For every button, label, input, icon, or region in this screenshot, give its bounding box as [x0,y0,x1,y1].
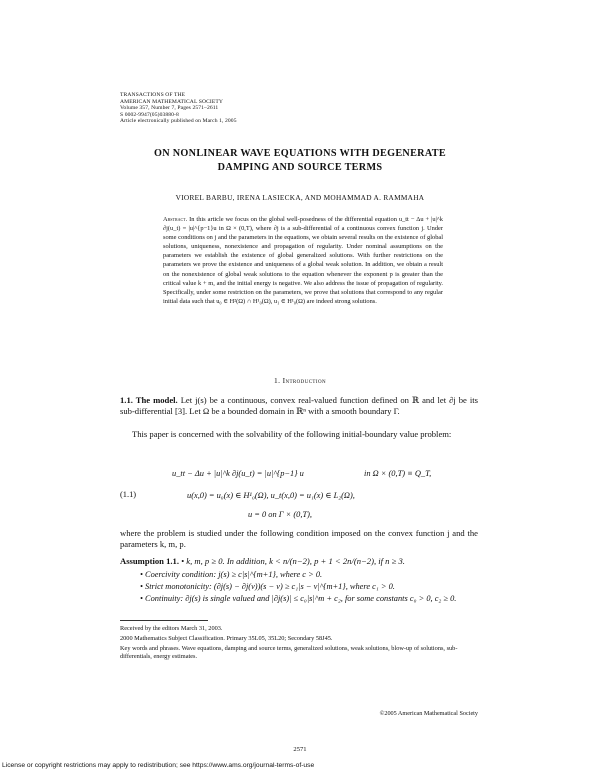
page-number: 2571 [293,746,307,753]
condition-paragraph: where the problem is studied under the following condition imposed on the convex function j and the parameters k, m, p. [120,528,478,549]
assumption-lead [120,556,478,567]
subsection-text: Let j(s) be a continuous, convex real-valued function defined on ℝ and let ∂j be its sub-differential [3]. Let Ω be a bounded domain in ℝⁿ with a smooth boundary Γ. [120,395,478,416]
abstract-label: Abstract. [163,216,188,223]
authors: VIOREL BARBU, IRENA LASIECKA, AND MOHAMMAD A. RAMMAHA [175,193,425,202]
abstract [163,215,443,306]
footnote-rule [120,620,208,621]
subsection-heading: 1.1. The model. [120,395,178,405]
section-heading: 1. Introduction [274,376,326,385]
assumption-text: • k, m, p ≥ 0. In addition, k < n/(n−2), p + 1 < 2n/(n−2), if n ≥ 3. [181,556,405,566]
abstract-text: In this article we focus on the global well-posedness of the differential equation u_tt − Δu + |u|^k ∂j(u_t) = |u|^{p−1}u in Ω × (0,T), where ∂j is a sub-differential of a continuous convex function j. Under some conditions on j and the parameters in the equations, we obtain several results on the existence of global solutions, uniqueness, nonexistence and propagation of regularity. Under nominal assumptions on the parameters we establish the existence of global generalized solutions. With further restrictions on the parameters we prove the existence and uniqueness of a global weak solution. In addition, we obtain a result on the nonexistence of global weak solutions to the equation whenever the exponent p is greater than the critical value k + m, and the initial energy is negative. We also address the issue of propagation of regularity. Specifically, under some restriction on the parameters, we prove that solutions that correspond to any regular initial data such that u₀ ∈ H²(Ω) ∩ H¹₀(Ω), u₁ ∈ H¹₀(Ω) are indeed strong solutions. [163,216,443,305]
subsection-paragraph [120,395,478,417]
license-notice: License or copyright restrictions may apply to redistribution; see https://www.ams.org/journal-terms-of-use [2,762,315,769]
title-line-2: DAMPING AND SOURCE TERMS [217,162,383,173]
volume-info: Volume 357, Number 7, Pages 2571–2611 [120,105,219,112]
intro-paragraph: This paper is concerned with the solvability of the following initial-boundary value problem: [132,429,452,439]
journal-name-line-2: AMERICAN MATHEMATICAL SOCIETY [120,98,224,105]
assumption-item-text: Coercivity condition: j(s) ≥ c|s|^{m+1}, where c > 0. [145,570,323,579]
assumption-item-text: Continuity: ∂j(s) is single valued and |∂j(s)| ≤ c₀|s|^m + c₂, for some constants c₀ > 0, c₂ ≥ 0. [145,594,457,603]
footnote-received: Received by the editors March 31, 2003. [120,625,223,632]
journal-header [120,92,237,125]
footnote-keywords: Key words and phrases. Wave equations, damping and source terms, generalized solutions, weak solutions, blow-up of solutions, sub-differentials, energy estimates. [120,645,458,661]
assumption-item-coercivity: • Coercivity condition: j(s) ≥ c|s|^{m+1}, where c > 0. [140,570,323,579]
article-id: S 0002-9947(05)03880-8 [120,111,179,118]
equation-line-3: u = 0 on Γ × (0,T), [248,510,312,519]
equation-number: (1.1) [120,490,137,499]
paper-title [100,147,500,175]
assumption-item-monotonicity: • Strict monotonicity: (∂j(s) − ∂j(v))(s − v) ≥ c₁|s − v|^{m+1}, where c₁ > 0. [140,582,395,591]
journal-name-line-1: TRANSACTIONS OF THE [120,92,186,98]
publication-date: Article electronically published on March 1, 2005 [120,118,237,125]
assumption-item-continuity: • Continuity: ∂j(s) is single valued and |∂j(s)| ≤ c₀|s|^m + c₂, for some constants c₀ > 0, c₂ ≥ 0. [140,594,457,603]
equation-line-1: u_tt − Δu + |u|^k ∂j(u_t) = |u|^{p−1} u [172,469,304,478]
assumption-item-text: Strict monotonicity: (∂j(s) − ∂j(v))(s − v) ≥ c₁|s − v|^{m+1}, where c₁ > 0. [145,582,395,591]
copyright-notice: ©2005 American Mathematical Society [379,710,478,717]
title-line-1: ON NONLINEAR WAVE EQUATIONS WITH DEGENERATE [154,148,446,159]
equation-line-2: u(x,0) = u₀(x) ∈ H¹₀(Ω), u_t(x,0) = u₁(x) ∈ L₂(Ω), [187,491,355,500]
assumption-label: Assumption 1.1. [120,556,179,566]
footnote-msc: 2000 Mathematics Subject Classification. Primary 35L05, 35L20; Secondary 58J45. [120,635,333,642]
equation-line-1-domain: in Ω × (0,T) ≡ Q_T, [364,469,432,478]
